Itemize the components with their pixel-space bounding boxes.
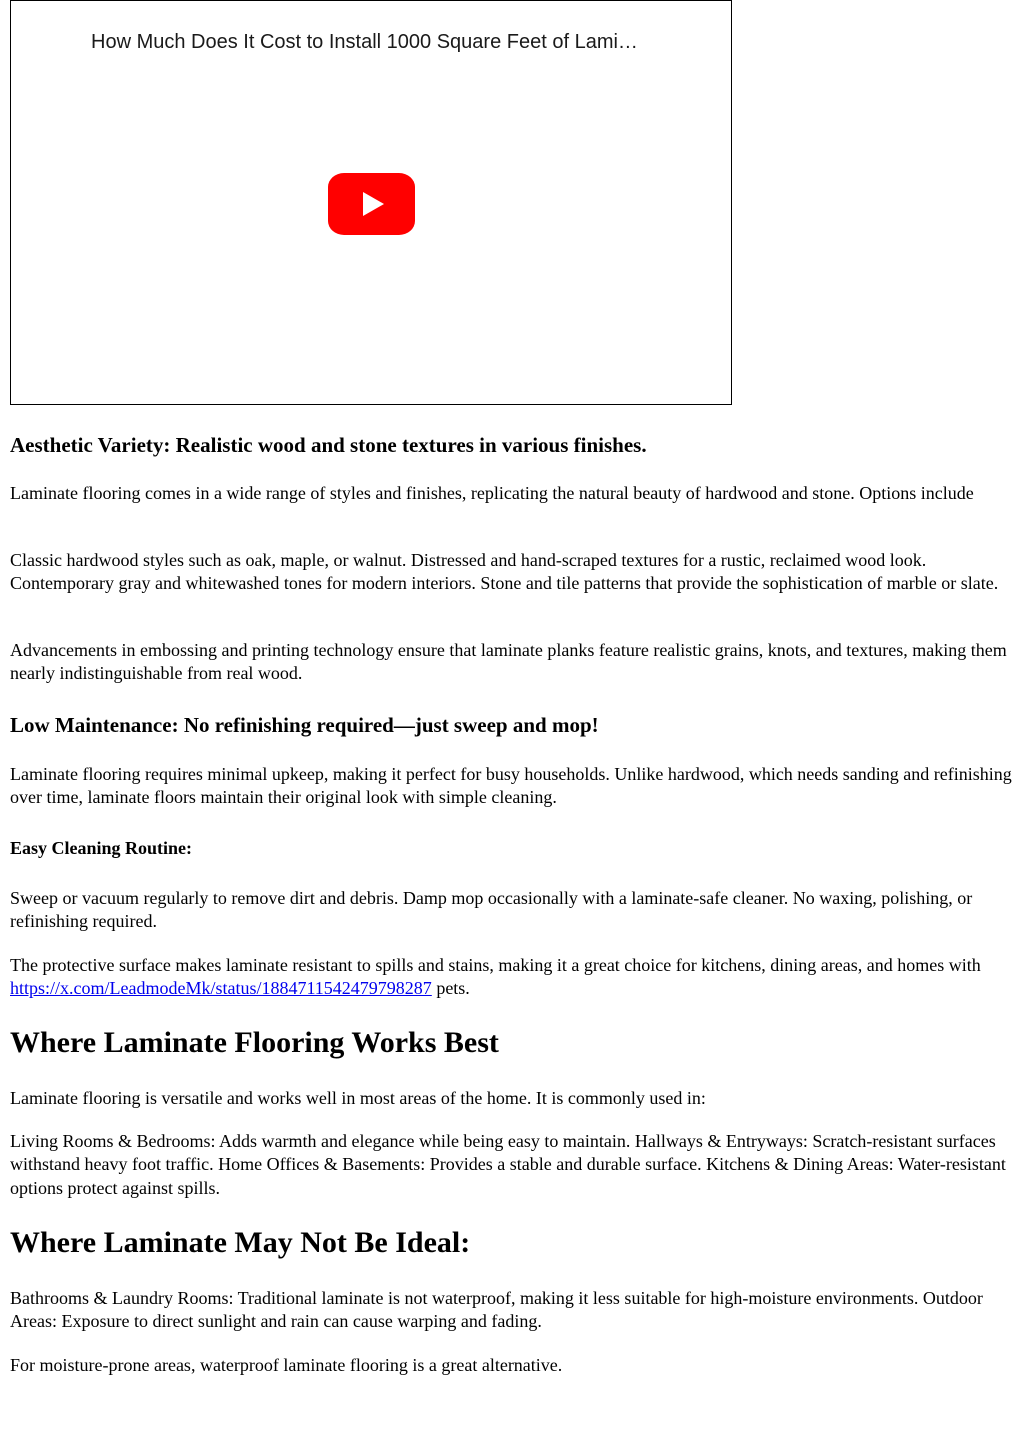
youtube-play-icon[interactable] — [328, 173, 415, 235]
aesthetic-paragraph-1: Laminate flooring comes in a wide range of styles and finishes, replicating the natural beauty of hardwood and stone. Options include — [10, 483, 974, 503]
maintenance-heading: Low Maintenance: No refinishing required—just sweep and mop! — [10, 713, 599, 737]
cleaning-heading: Easy Cleaning Routine: — [10, 838, 193, 858]
status-link[interactable]: https://x.com/LeadmodeMk/status/1884711542479798287 — [10, 978, 432, 999]
video-title[interactable]: How Much Does It Cost to Install 1000 Square Feet of Lami… — [91, 31, 638, 53]
not-ideal-heading: Where Laminate May Not Be Ideal: — [10, 1226, 471, 1259]
cleaning-paragraph-2 — [10, 954, 1016, 1001]
video-embed[interactable] — [10, 0, 732, 405]
cleaning-text-before-link: The protective surface makes laminate resistant to spills and stains, making it a great choice for kitchens, dining areas, and homes with — [10, 955, 981, 975]
works-best-paragraph-2: Living Rooms & Bedrooms: Adds warmth and elegance while being easy to maintain. Hallways & Entryways: Scratch-resistant surfaces withstand heavy foot traffic. Home Offices & Basements: Provides a stable and durable surface. Kitchens & Dining Areas: Water-resistant options protect against spills. — [10, 1131, 1006, 1198]
aesthetic-paragraph-2: Classic hardwood styles such as oak, maple, or walnut. Distressed and hand-scraped textures for a rustic, reclaimed wood look. Contemporary gray and whitewashed tones for modern interiors. Stone and tile patterns that provide the sophistication of marble or slate. — [10, 550, 999, 594]
play-triangle-icon — [363, 192, 384, 216]
not-ideal-paragraph-1: Bathrooms & Laundry Rooms: Traditional laminate is not waterproof, making it less suitable for high-moisture environments. Outdoor Areas: Exposure to direct sunlight and rain can cause warping and fading. — [10, 1288, 983, 1332]
maintenance-paragraph: Laminate flooring requires minimal upkeep, making it perfect for busy households. Unlike hardwood, which needs sanding and refinishing over time, laminate floors maintain their original look with simple cleaning. — [10, 764, 1012, 808]
cleaning-text-after-link: pets. — [431, 978, 470, 999]
cleaning-paragraph-1: Sweep or vacuum regularly to remove dirt and debris. Damp mop occasionally with a laminate-safe cleaner. No waxing, polishing, or refinishing required. — [10, 888, 973, 932]
aesthetic-heading: Aesthetic Variety: Realistic wood and stone textures in various finishes. — [10, 433, 647, 457]
not-ideal-paragraph-2: For moisture-prone areas, waterproof laminate flooring is a great alternative. — [10, 1355, 563, 1375]
aesthetic-paragraph-3: Advancements in embossing and printing technology ensure that laminate planks feature realistic grains, knots, and textures, making them nearly indistinguishable from real wood. — [10, 640, 1007, 684]
article — [10, 0, 1016, 1375]
works-best-paragraph-1: Laminate flooring is versatile and works well in most areas of the home. It is commonly used in: — [10, 1088, 706, 1108]
works-best-heading: Where Laminate Flooring Works Best — [10, 1026, 499, 1059]
